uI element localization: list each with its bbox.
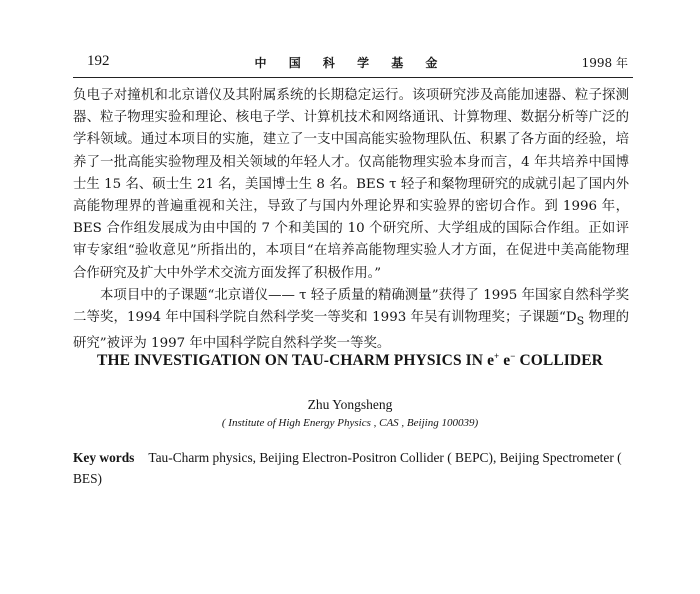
journal-name: 中 国 科 学 基 金 <box>254 56 447 70</box>
article-body <box>73 85 629 355</box>
body-paragraph-1: 负电子对撞机和北京谱仪及其附属系统的长期稳定运行。该项研究涉及高能加速器、粒子探测器、粒子物理实验和理论、核电子学、计算机技术和网络通讯、计算物理、数据分析等广泛的学科领域。通过本项目的实施，建立了一支中国高能实验物理队伍、积累了各方面的经验，培养了一批高能实验物理及相关领域的年轻人才。仅高能物理实验本身而言，4 年共培养中国博士生 15 名、硕士生 21 名，美国博士生 8 名。BES τ 轻子和粲物理研究的成就引起了国内外高能物理界的普遍重视和关注，导致了与国内外理论界和实验界的密切合作。到 1996 年，BES 合作组发展成为由中国的 7 个和美国的 10 个研究所、大学组成的国际合作组。正如评审专家组“验收意见”所指出的，本项目“在培养高能物理实验人才方面，在促进中美高能物理合作研究及扩大中外学术交流方面发挥了积极作用。” <box>73 88 629 281</box>
english-title-tail: COLLIDER <box>515 352 603 370</box>
author-affiliation: ( Institute of High Energy Physics , CAS , Beijing 100039) <box>221 417 479 429</box>
positron-sup: + <box>494 351 500 361</box>
keywords-section <box>73 447 629 489</box>
body-paragraph-2-text: 本项目中的子课题“北京谱仪—— τ 轻子质量的精确测量”获得了 1995 年国家自然科学奖二等奖，1994 年中国科学院自然科学奖一等奖和 1993 年吴有训物理奖；子课题“D <box>73 287 629 326</box>
page-number: 192 <box>87 53 110 69</box>
english-title-text: THE INVESTIGATION ON TAU-CHARM PHYSICS IN e <box>97 352 495 370</box>
electron-sup: − <box>510 351 516 361</box>
ds-subscript: S <box>576 314 585 328</box>
keywords-list: Tau-Charm physics, Beijing Electron-Positron Collider ( BEPC), Beijing Spectrometer ( BES) <box>73 450 622 486</box>
header-rule <box>73 77 633 78</box>
keywords-label: Key words <box>73 450 135 465</box>
page-header <box>73 53 628 73</box>
english-title <box>0 351 700 370</box>
author-name: Zhu Yongsheng <box>307 397 393 412</box>
english-title-mid: e <box>499 352 511 370</box>
body-paragraph-2-tail: 物理的研究”被评为 1997 年中国科学院自然科学奖一等奖。 <box>73 310 629 351</box>
body-paragraph-2 <box>73 285 629 355</box>
publication-year: 1998 年 <box>581 56 628 70</box>
